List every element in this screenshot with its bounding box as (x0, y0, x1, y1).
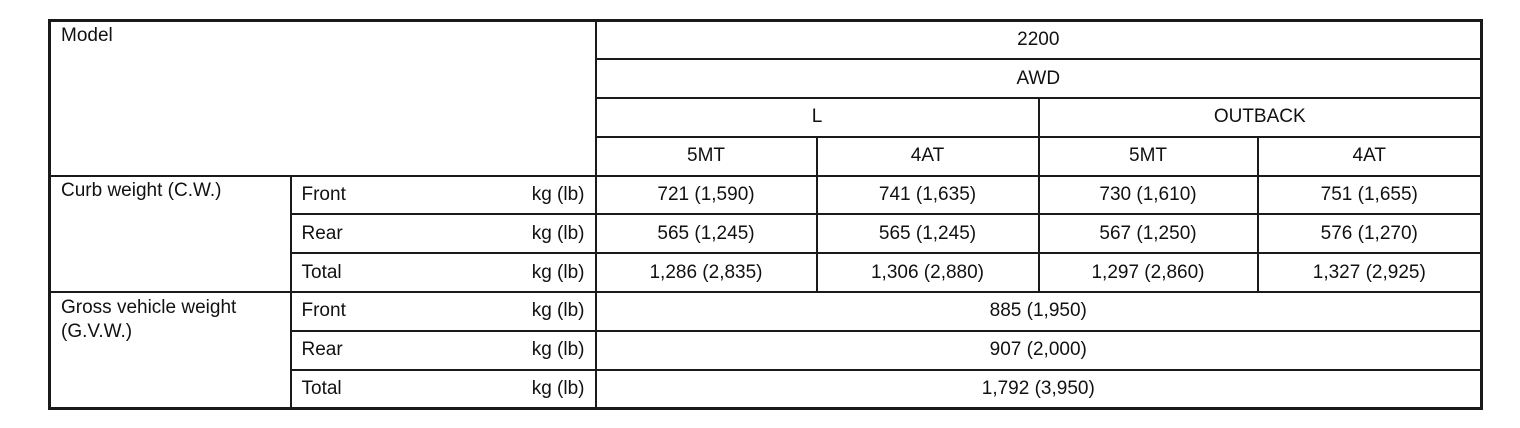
value-cell: 751 (1,655) (1258, 176, 1482, 215)
gvw-value-cell: 907 (2,000) (596, 331, 1482, 370)
table-row-gvw-front (50, 292, 1482, 331)
unit-label: kg (lb) (406, 176, 596, 215)
engine-header-cell: 2200 (596, 21, 1482, 60)
gvw-value-cell: 885 (1,950) (596, 292, 1482, 331)
unit-label: kg (lb) (406, 292, 596, 331)
value-cell: 576 (1,270) (1258, 214, 1482, 253)
position-label: Total (291, 253, 406, 292)
curb-weight-label: Curb weight (C.W.) (50, 176, 291, 292)
gvw-label: Gross vehicle weight (G.V.W.) (50, 292, 291, 408)
transmission-header: 5MT (1039, 137, 1258, 176)
unit-label: kg (lb) (406, 253, 596, 292)
model-header-cell: Model (50, 21, 596, 176)
transmission-header: 4AT (1258, 137, 1482, 176)
gvw-value-cell: 1,792 (3,950) (596, 370, 1482, 409)
trim-header-outback: OUTBACK (1039, 98, 1482, 137)
unit-label: kg (lb) (406, 370, 596, 409)
position-label: Rear (291, 214, 406, 253)
value-cell: 730 (1,610) (1039, 176, 1258, 215)
drive-header-cell: AWD (596, 59, 1482, 98)
position-label: Front (291, 176, 406, 215)
unit-label: kg (lb) (406, 331, 596, 370)
transmission-header: 4AT (817, 137, 1039, 176)
value-cell: 721 (1,590) (596, 176, 817, 215)
value-cell: 565 (1,245) (817, 214, 1039, 253)
value-cell: 565 (1,245) (596, 214, 817, 253)
weight-spec-table (48, 19, 1483, 410)
unit-label: kg (lb) (406, 214, 596, 253)
value-cell: 1,297 (2,860) (1039, 253, 1258, 292)
value-cell: 741 (1,635) (817, 176, 1039, 215)
position-label: Total (291, 370, 406, 409)
header-row-engine (50, 21, 1482, 60)
position-label: Front (291, 292, 406, 331)
transmission-header: 5MT (596, 137, 817, 176)
value-cell: 1,306 (2,880) (817, 253, 1039, 292)
table-row-cw-front (50, 176, 1482, 215)
trim-header-l: L (596, 98, 1039, 137)
position-label: Rear (291, 331, 406, 370)
value-cell: 567 (1,250) (1039, 214, 1258, 253)
value-cell: 1,286 (2,835) (596, 253, 817, 292)
value-cell: 1,327 (2,925) (1258, 253, 1482, 292)
